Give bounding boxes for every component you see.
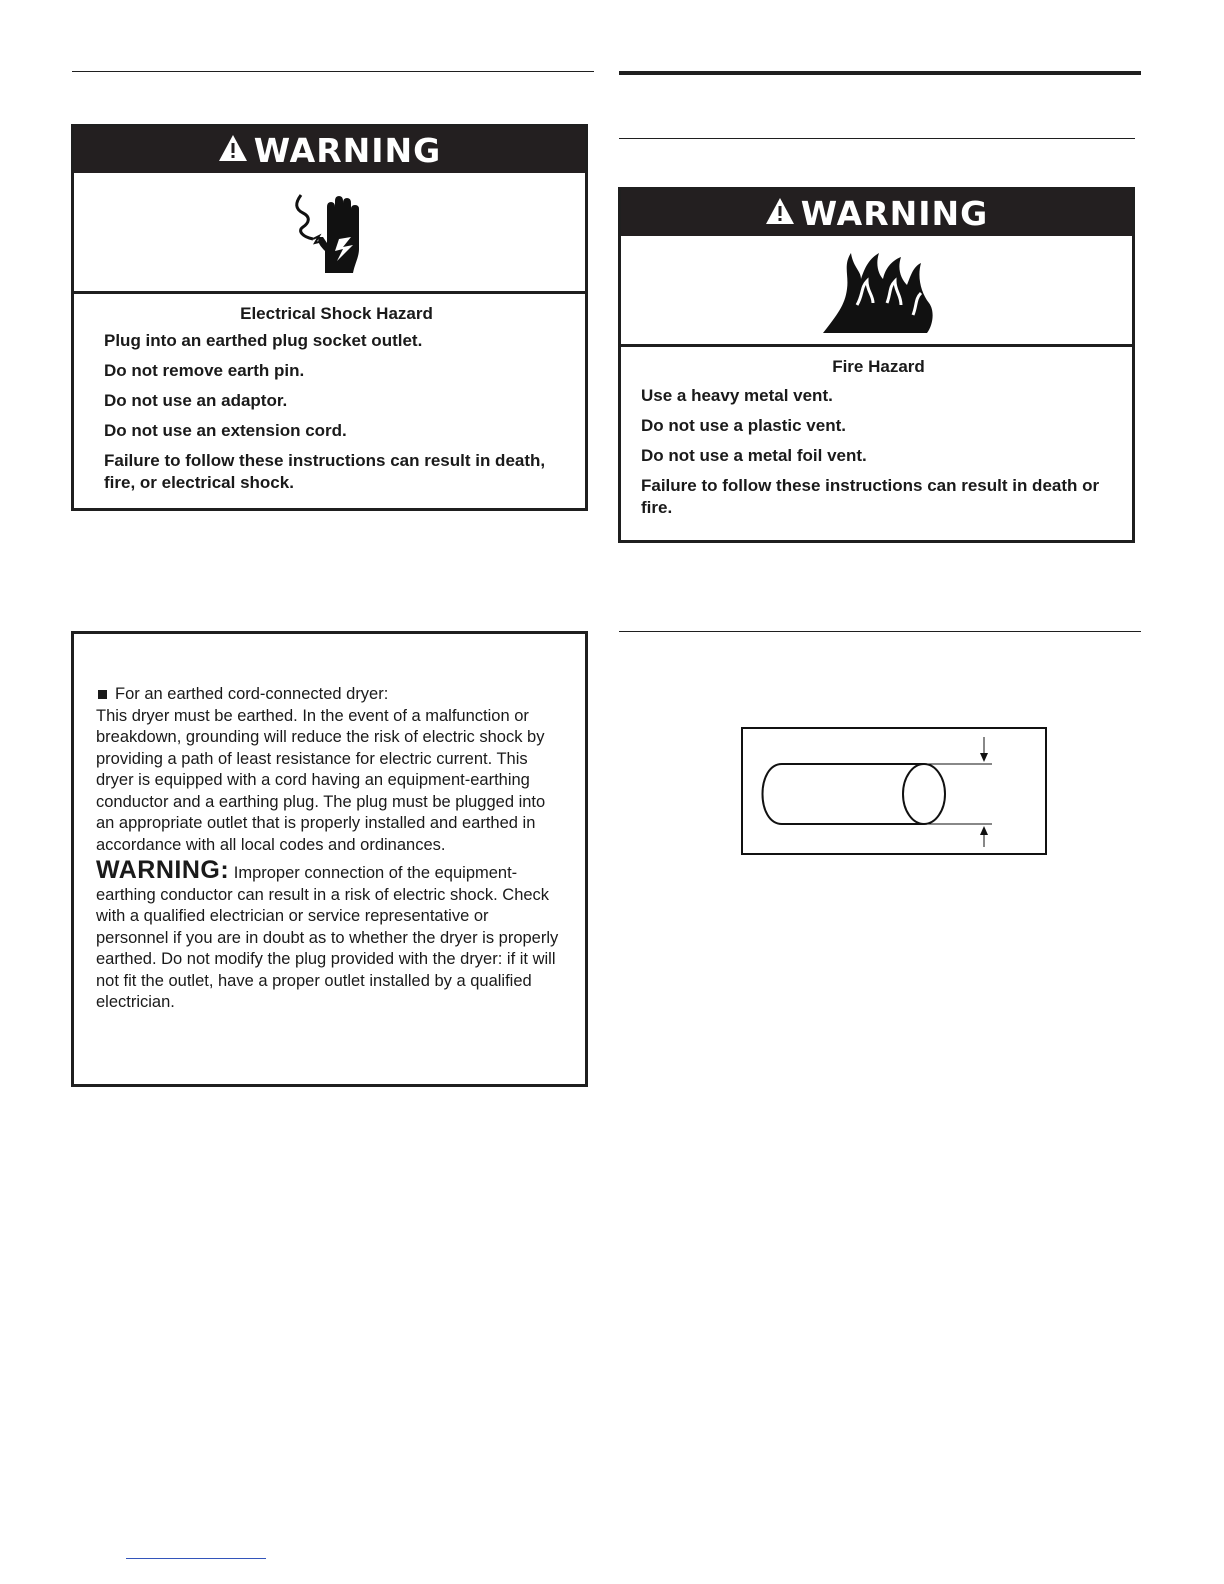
fire-warning-title: WARNING (800, 193, 989, 233)
fire-hazard-title: Fire Hazard (832, 357, 925, 376)
square-bullet-icon (98, 690, 107, 699)
fire-line-2: Do not use a plastic vent. (641, 416, 846, 435)
shock-line-2: Do not remove earth pin. (104, 361, 305, 380)
fire-line-3: Do not use a metal foil vent. (641, 446, 867, 465)
vent-duct-diameter-diagram (740, 727, 1048, 857)
fire-line-4: Failure to follow these instructions can result in death or fire. (641, 476, 1100, 517)
earthing-warning-paragraph (96, 856, 565, 1014)
fire-flame-icon (817, 245, 937, 335)
fire-line-1: Use a heavy metal vent. (641, 386, 833, 405)
shock-warning-body (74, 294, 585, 494)
shock-hazard-title: Electrical Shock Hazard (240, 304, 433, 323)
footer-link-underline (126, 1558, 266, 1559)
left-top-rule (72, 71, 594, 72)
shock-line-5: Failure to follow these instructions can result in death, fire, or electrical shock. (104, 451, 546, 492)
shock-warning-header (74, 127, 585, 173)
shock-icon-area (74, 173, 585, 294)
earthing-bullet-label: For an earthed cord-connected dryer: (115, 685, 389, 703)
warning-triangle-icon (218, 131, 248, 170)
earthing-bullet (96, 684, 565, 706)
electrical-shock-hand-icon (285, 187, 375, 277)
shock-line-3: Do not use an adaptor. (104, 391, 288, 410)
earthing-warning-word: WARNING: (96, 856, 230, 884)
fire-icon-area (621, 236, 1132, 347)
earthing-paragraph: This dryer must be earthed. In the event of a malfunction or breakdown, grounding will reduce the risk of electric shock by providing a path of least resistance for electric current. This dryer is equipped with a cord having an equipment-earthing conductor and a earthing plug. The plug must be plugged into an appropriate outlet that is properly installed and earthed in accordance with all local codes and ordinances. (96, 706, 546, 854)
warning-triangle-icon (765, 194, 795, 233)
shock-line-4: Do not use an extension cord. (104, 421, 347, 440)
earthing-warning-text: Improper connection of the equipment-earthing conductor can result in a risk of electric shock. Check with a qualified electrician or service representative or personnel if you are in doubt as to whether the dryer is properly earthed. Do not modify the plug provided with the dryer: if it will not fit the outlet, have a proper outlet installed by a qualified electrician. (96, 864, 559, 1011)
shock-warning-box (71, 124, 588, 511)
earthing-notice-box (71, 631, 588, 1087)
right-top-rule (619, 71, 1141, 75)
shock-line-1: Plug into an earthed plug socket outlet. (104, 331, 423, 350)
fire-warning-header (621, 190, 1132, 236)
right-mid-rule (619, 631, 1141, 632)
shock-warning-title: WARNING (253, 130, 442, 170)
fire-warning-body (621, 347, 1132, 519)
right-sub-rule (619, 138, 1135, 139)
fire-warning-box (618, 187, 1135, 543)
